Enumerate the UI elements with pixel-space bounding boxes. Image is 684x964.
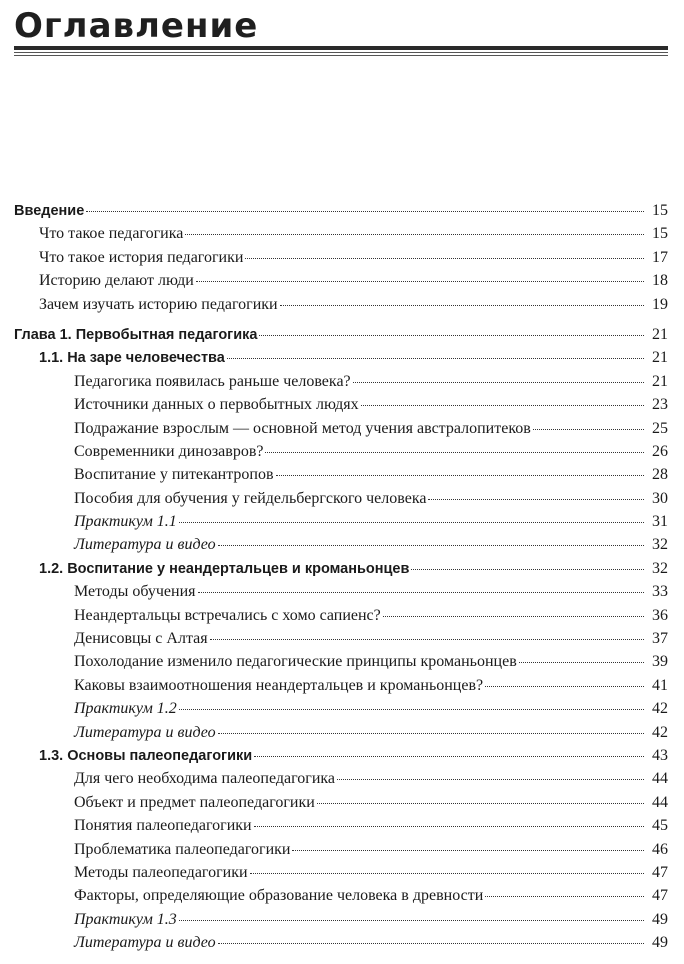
toc-entry[interactable] [14, 861, 668, 884]
toc-dot-leader [383, 616, 644, 617]
toc-dot-leader [198, 592, 645, 593]
toc-page-number: 42 [652, 700, 668, 718]
toc-page-number: 18 [652, 272, 668, 290]
title-rule-thin [14, 55, 668, 56]
toc-entry[interactable] [14, 269, 668, 292]
toc-page-number: 23 [652, 396, 668, 414]
toc-entry[interactable] [14, 767, 668, 790]
toc-entry-title: Зачем изучать историю педагогики [39, 295, 278, 313]
toc-entry[interactable] [14, 838, 668, 861]
toc-entry-title: Практикум 1.2 [74, 700, 177, 718]
toc-page-number: 32 [652, 559, 668, 577]
toc-dot-leader [210, 639, 644, 640]
toc-dot-leader [337, 779, 644, 780]
toc-dot-leader [519, 662, 644, 663]
toc-entry-title: Методы палеопедагогики [74, 863, 248, 881]
toc-entry[interactable] [14, 393, 668, 416]
toc-page-number: 46 [652, 840, 668, 858]
toc-entry[interactable] [14, 370, 668, 393]
toc-entry[interactable] [14, 884, 668, 907]
toc-entry[interactable] [14, 814, 668, 837]
toc-entry[interactable] [14, 346, 668, 369]
toc-page-number: 36 [652, 606, 668, 624]
toc-entry-title: Литература и видео [74, 536, 216, 554]
toc-page-number: 31 [652, 513, 668, 531]
toc-dot-leader [227, 358, 644, 359]
toc-entry[interactable] [14, 791, 668, 814]
toc-dot-leader [265, 452, 644, 453]
toc-entry[interactable] [14, 744, 668, 767]
toc-entry-title: Подражание взрослым — основной метод учения австралопитеков [74, 419, 531, 437]
toc-page-number: 33 [652, 583, 668, 601]
toc-dot-leader [245, 258, 644, 259]
toc-dot-leader [185, 234, 644, 235]
toc-page-number: 37 [652, 630, 668, 648]
toc-page-number: 43 [652, 746, 668, 764]
toc-page-number: 45 [652, 817, 668, 835]
toc-dot-leader [218, 733, 644, 734]
toc-entry-title: Современники динозавров? [74, 442, 264, 460]
toc-entry[interactable] [14, 674, 668, 697]
toc-page-number: 49 [652, 910, 668, 928]
toc-page-number: 49 [652, 934, 668, 952]
toc-entry-title: Историю делают люди [39, 272, 194, 290]
toc-entry-title: Факторы, определяющие образование человека в древности [74, 887, 484, 905]
toc-dot-leader [276, 475, 644, 476]
toc-entry[interactable] [14, 908, 668, 931]
toc-entry-title: Каковы взаимоотношения неандертальцев и кроманьонцев? [74, 676, 484, 694]
toc-dot-leader [179, 709, 644, 710]
toc-dot-leader [428, 499, 644, 500]
toc-entry[interactable] [14, 604, 668, 627]
toc-entry-title: Практикум 1.3 [74, 910, 177, 928]
toc-page-number: 15 [652, 202, 668, 219]
toc-page-number: 44 [652, 793, 668, 811]
toc-entry-title: 1.1. На заре человечества [39, 350, 225, 367]
toc-entry[interactable] [14, 580, 668, 603]
toc-entry-title: Практикум 1.1 [74, 513, 177, 531]
toc-entry-title: 1.2. Воспитание у неандертальцев и кроманьонцев [39, 560, 410, 577]
toc-entry[interactable] [14, 487, 668, 510]
toc-entry-title: Понятия палеопедагогики [74, 817, 252, 835]
toc-page-number: 47 [652, 863, 668, 881]
toc-entry-title: Воспитание у питекантропов [74, 466, 274, 484]
title-rule-thick [14, 46, 668, 50]
table-of-contents [14, 199, 668, 955]
toc-dot-leader [259, 335, 644, 336]
toc-page-number: 25 [652, 419, 668, 437]
toc-entry[interactable] [14, 533, 668, 556]
page-title: Оглавление [14, 6, 259, 46]
toc-entry[interactable] [14, 417, 668, 440]
toc-entry-title: Что такое история педагогики [39, 248, 244, 266]
toc-entry-title: Неандертальцы встречались с хомо сапиенс? [74, 606, 381, 624]
toc-dot-leader [361, 405, 644, 406]
toc-entry[interactable] [14, 199, 668, 222]
toc-entry-title: 1.3. Основы палеопедагогики [39, 747, 253, 764]
toc-page-number: 44 [652, 770, 668, 788]
toc-entry-title: Педагогика появилась раньше человека? [74, 372, 351, 390]
toc-entry[interactable] [14, 557, 668, 580]
toc-dot-leader [485, 896, 644, 897]
toc-page-number: 39 [652, 653, 668, 671]
toc-page-number: 21 [652, 325, 668, 343]
toc-entry[interactable] [14, 650, 668, 673]
toc-page-number: 32 [652, 536, 668, 554]
toc-page-number: 41 [652, 676, 668, 694]
toc-page-number: 47 [652, 887, 668, 905]
toc-page-number: 21 [652, 372, 668, 390]
toc-entry[interactable] [14, 463, 668, 486]
toc-entry-title: Введение [14, 203, 85, 219]
toc-dot-leader [218, 943, 644, 944]
toc-dot-leader [317, 803, 644, 804]
toc-dot-leader [218, 545, 644, 546]
toc-entry[interactable] [14, 697, 668, 720]
toc-page-number: 28 [652, 466, 668, 484]
toc-entry-title: Похолодание изменило педагогические принципы кроманьонцев [74, 653, 517, 671]
toc-dot-leader [86, 211, 644, 212]
toc-entry[interactable] [14, 440, 668, 463]
toc-dot-leader [411, 569, 644, 570]
toc-entry-title: Объект и предмет палеопедагогики [74, 793, 315, 811]
toc-entry-title: Литература и видео [74, 723, 216, 741]
toc-entry-title: Источники данных о первобытных людях [74, 396, 359, 414]
toc-entry-title: Литература и видео [74, 934, 216, 952]
toc-page-number: 42 [652, 723, 668, 741]
toc-entry[interactable] [14, 627, 668, 650]
title-rule-thin [14, 52, 668, 53]
toc-entry[interactable] [14, 931, 668, 954]
toc-entry[interactable] [14, 222, 668, 245]
toc-dot-leader [196, 281, 644, 282]
toc-entry[interactable] [14, 510, 668, 533]
toc-entry[interactable] [14, 323, 668, 346]
toc-entry-title: Методы обучения [74, 583, 196, 601]
toc-entry[interactable] [14, 246, 668, 269]
toc-page-number: 26 [652, 442, 668, 460]
toc-entry[interactable] [14, 293, 668, 316]
toc-entry[interactable] [14, 721, 668, 744]
toc-entry-title: Для чего необходима палеопедагогика [74, 770, 336, 788]
toc-dot-leader [250, 873, 644, 874]
toc-entry-title: Что такое педагогика [39, 225, 184, 243]
toc-dot-leader [280, 305, 644, 306]
toc-dot-leader [353, 382, 644, 383]
toc-dot-leader [533, 429, 644, 430]
toc-dot-leader [179, 522, 644, 523]
toc-page-number: 15 [652, 225, 668, 243]
toc-entry-title: Глава 1. Первобытная педагогика [14, 326, 258, 343]
toc-page-number: 30 [652, 489, 668, 507]
toc-dot-leader [179, 920, 644, 921]
toc-page-number: 21 [652, 349, 668, 367]
toc-dot-leader [254, 756, 644, 757]
toc-dot-leader [254, 826, 644, 827]
toc-page-number: 19 [652, 295, 668, 313]
toc-dot-leader [292, 850, 644, 851]
toc-page-number: 17 [652, 248, 668, 266]
toc-entry-title: Денисовцы с Алтая [74, 630, 208, 648]
toc-entry-title: Пособия для обучения у гейдельбергского человека [74, 489, 427, 507]
toc-entry-title: Проблематика палеопедагогики [74, 840, 291, 858]
toc-dot-leader [485, 686, 644, 687]
